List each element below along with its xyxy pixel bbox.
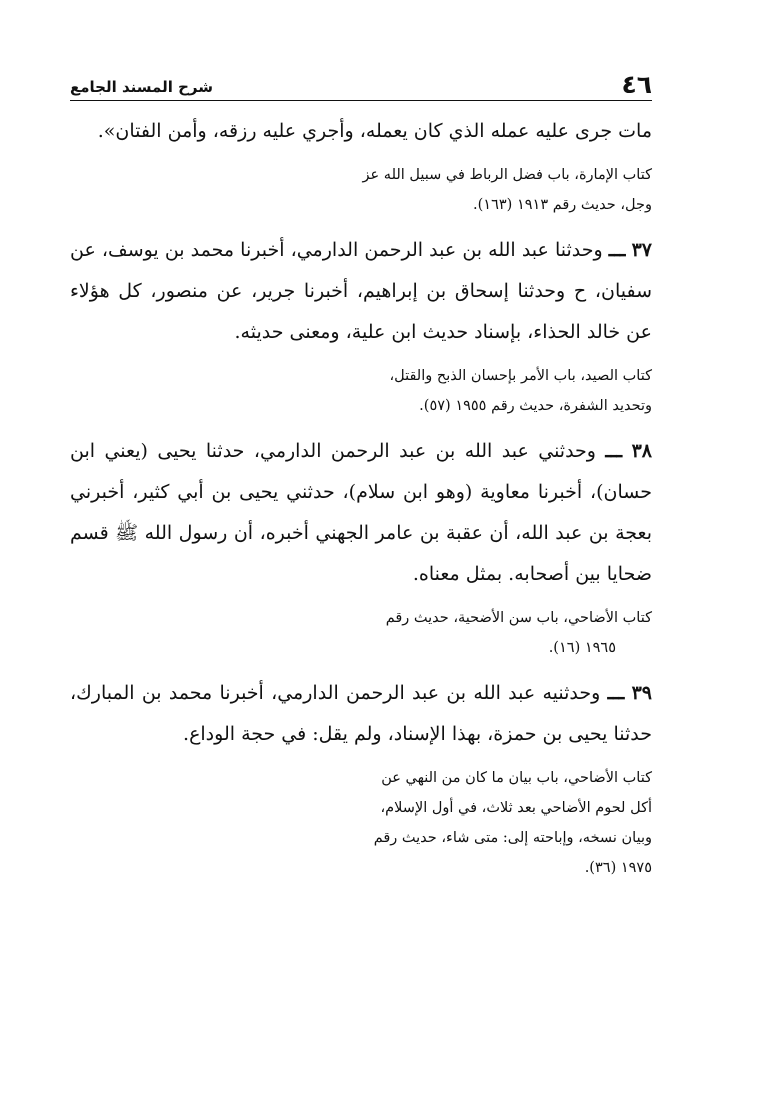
source-line: كتاب الإمارة، باب فضل الرباط في سبيل الله عز	[362, 167, 652, 183]
hadith-text: وحدثنا عبد الله بن عبد الرحمن الدارمي، أخبرنا محمد بن يوسف، عن سفيان، ح وحدثنا إسحاق بن إبراهيم، أخبرنا جرير، عن منصور، كل هؤلاء عن خالد الحذاء، بإسناد حديث ابن علية، ومعنى حديثه.	[70, 239, 652, 343]
hadith-37	[70, 230, 652, 353]
source-line: ١٩٦٥ (١٦).	[548, 640, 616, 656]
source-line: كتاب الصيد، باب الأمر بإحسان الذبح والقتل،	[389, 368, 652, 384]
source-line: أكل لحوم الأضاحي بعد ثلاث، في أول الإسلام،	[380, 800, 652, 816]
hadith-dash: ـــ	[605, 440, 623, 462]
source-line: وجل، حديث رقم ١٩١٣ (١٦٣).	[473, 197, 652, 213]
hadith-38	[70, 431, 652, 595]
hadith-text: وحدثني عبد الله بن عبد الرحمن الدارمي، حدثنا يحيى (يعني ابن حسان)، أخبرنا معاوية (وهو ابن سلام)، حدثني يحيى بن أبي كثير، أخبرني بعجة بن عبد الله، أن عقبة بن عامر الجهني أخبره، أن رسول الله ﷺ قسم ضحايا بين أصحابه. بمثل معناه.	[70, 440, 652, 585]
source-line: وتحديد الشفرة، حديث رقم ١٩٥٥ (٥٧).	[419, 398, 652, 414]
continuation-paragraph: مات جرى عليه عمله الذي كان يعمله، وأجري عليه رزقه، وأمن الفتان».	[97, 120, 652, 142]
page-number: ٤٦	[621, 70, 652, 99]
source-line: ١٩٧٥ (٣٦).	[584, 860, 652, 876]
source-line: وبيان نسخه، وإباحته إلى: متى شاء، حديث رقم	[373, 830, 652, 846]
hadith-number: ٣٩	[631, 682, 653, 704]
page-header	[70, 66, 652, 101]
hadith-text: وحدثنيه عبد الله بن عبد الرحمن الدارمي، أخبرنا محمد بن المبارك، حدثنا يحيى بن حمزة، بهذا الإسناد، ولم يقل: في حجة الوداع.	[70, 682, 652, 745]
source-reference-3	[302, 603, 652, 663]
hadith-dash: ـــ	[607, 682, 625, 704]
source-line: كتاب الأضاحي، باب سن الأضحية، حديث رقم	[385, 610, 652, 626]
source-reference-1	[302, 160, 652, 220]
source-reference-4	[302, 763, 652, 883]
source-reference-2	[302, 361, 652, 421]
source-line: كتاب الأضاحي، باب بيان ما كان من النهي عن	[381, 770, 652, 786]
hadith-dash: ـــ	[608, 239, 626, 261]
book-page	[70, 66, 652, 893]
hadith-number: ٣٨	[631, 440, 652, 462]
hadith-39	[70, 673, 652, 755]
running-title: شرح المسند الجامع	[70, 78, 213, 96]
hadith-number: ٣٧	[631, 239, 653, 261]
